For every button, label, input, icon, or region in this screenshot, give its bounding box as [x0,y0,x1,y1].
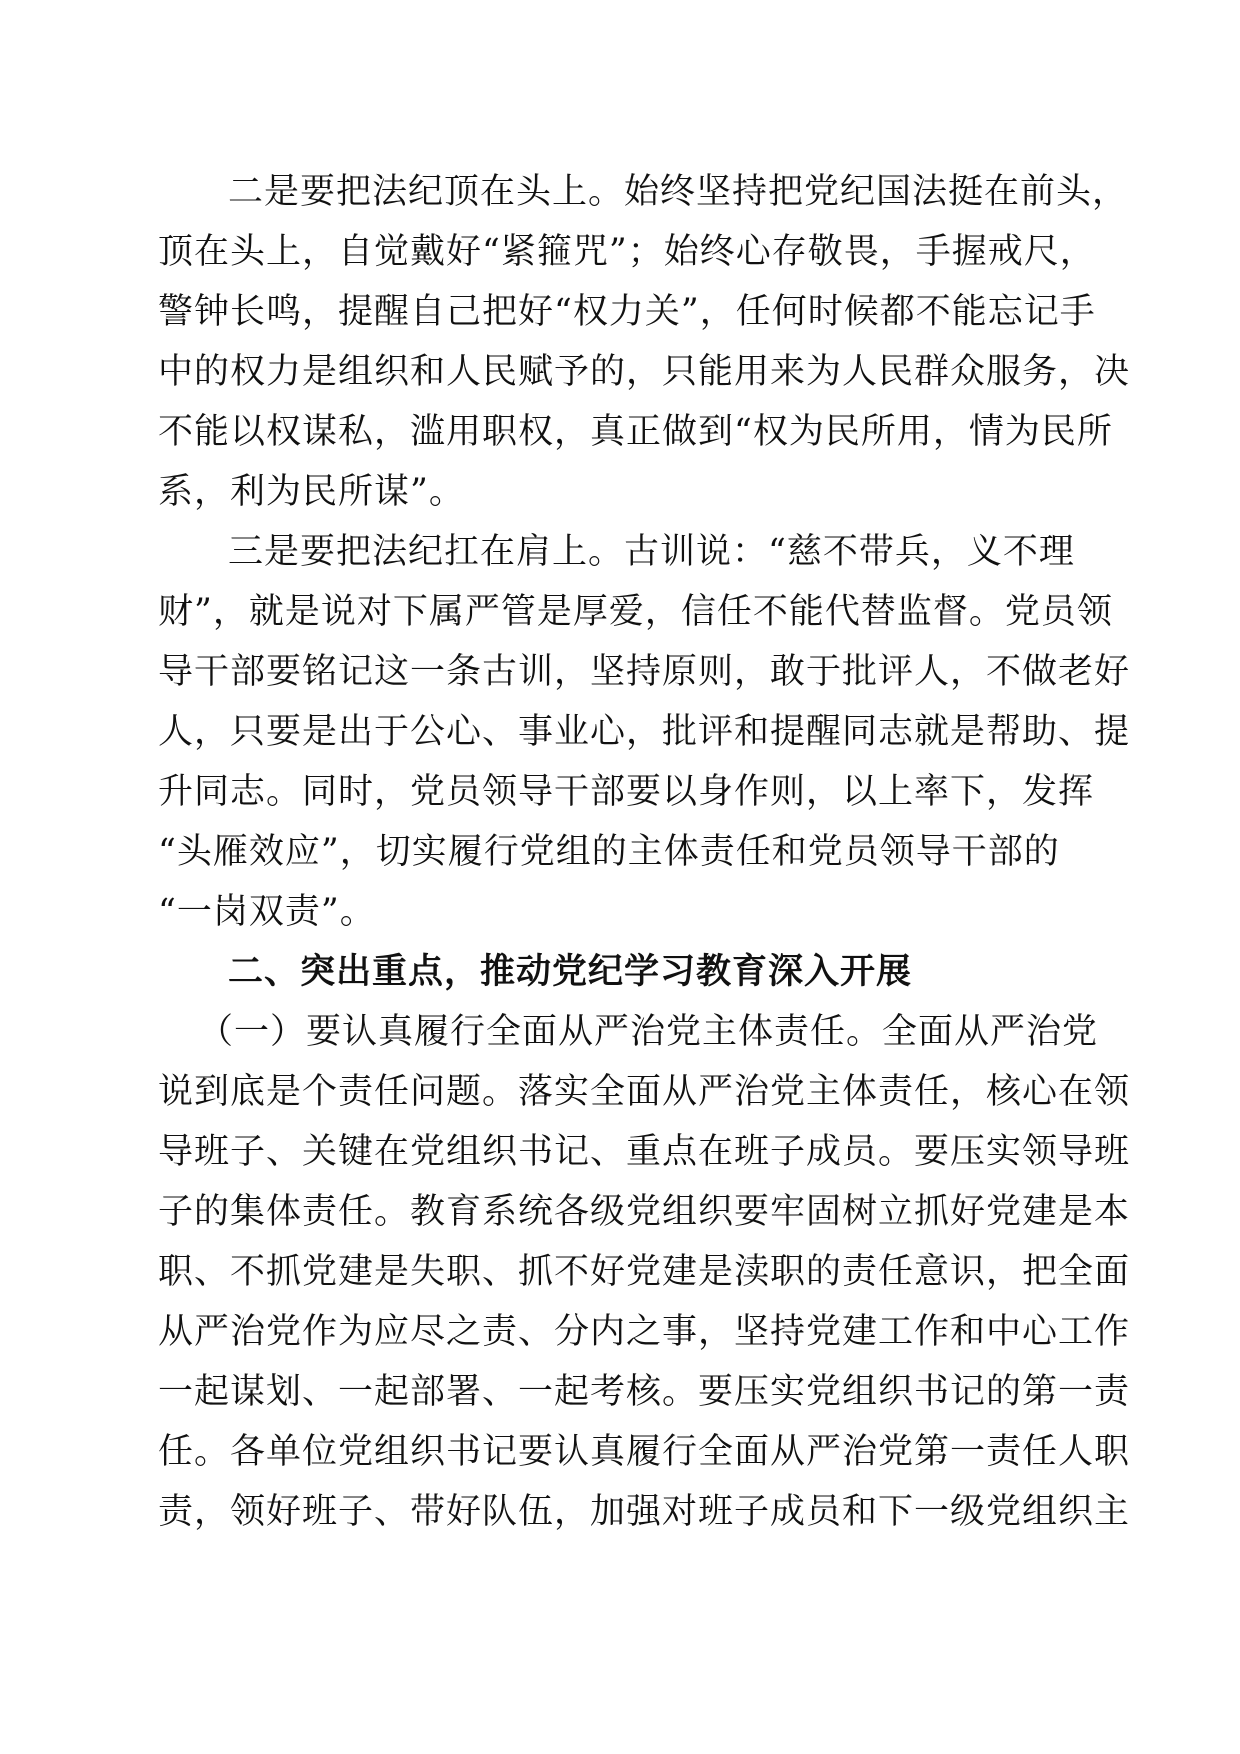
paragraph-line: 导干部要铭记这一条古训，坚持原则，敢于批评人，不做老好 [158,652,1131,692]
paragraph-line: 顶在头上，自觉戴好“紧箍咒”；始终心存敬畏，手握戒尺， [158,232,1096,272]
paragraph-line: 责，领好班子、带好队伍，加强对班子成员和下一级党组织主 [158,1492,1131,1532]
paragraph-line: 升同志。同时，党员领导干部要以身作则，以上率下，发挥 [158,772,1095,812]
paragraph-line: 说到底是个责任问题。落实全面从严治党主体责任，核心在领 [158,1072,1131,1112]
paragraph-line: 二是要把法纪顶在头上。始终坚持把党纪国法挺在前头， [228,172,1129,212]
paragraph-line: 系，利为民所谋”。 [158,472,465,512]
paragraph-line: 人，只要是出于公心、事业心，批评和提醒同志就是帮助、提 [158,712,1131,752]
paragraph-line: 任。各单位党组织书记要认真履行全面从严治党第一责任人职 [158,1432,1131,1472]
section-heading: 二、突出重点，推动党纪学习教育深入开展 [228,952,913,992]
subsection-line: （一）要认真履行全面从严治党主体责任。全面从严治党 [198,1012,1099,1052]
paragraph-line: 财”，就是说对下属严管是厚爱，信任不能代替监督。党员领 [158,592,1113,632]
paragraph-line: “一岗双责”。 [158,892,376,932]
paragraph-line: 一起谋划、一起部署、一起考核。要压实党组织书记的第一责 [158,1372,1131,1412]
paragraph-line: 从严治党作为应尽之责、分内之事，坚持党建工作和中心工作 [158,1312,1131,1352]
paragraph-line: 警钟长鸣，提醒自己把好“权力关”，任何时候都不能忘记手 [158,292,1096,332]
paragraph-line: “头雁效应”，切实履行党组的主体责任和党员领导干部的 [158,832,1060,872]
paragraph-line: 三是要把法纪扛在肩上。古训说：“慈不带兵，义不理 [228,532,1075,572]
paragraph-line: 子的集体责任。教育系统各级党组织要牢固树立抓好党建是本 [158,1192,1131,1232]
paragraph-line: 中的权力是组织和人民赋予的，只能用来为人民群众服务，决 [158,352,1131,392]
paragraph-line: 不能以权谋私，滥用职权，真正做到“权为民所用，情为民所 [158,412,1113,452]
paragraph-line: 职、不抓党建是失职、抓不好党建是渎职的责任意识，把全面 [158,1252,1131,1292]
paragraph-line: 导班子、关键在党组织书记、重点在班子成员。要压实领导班 [158,1132,1131,1172]
